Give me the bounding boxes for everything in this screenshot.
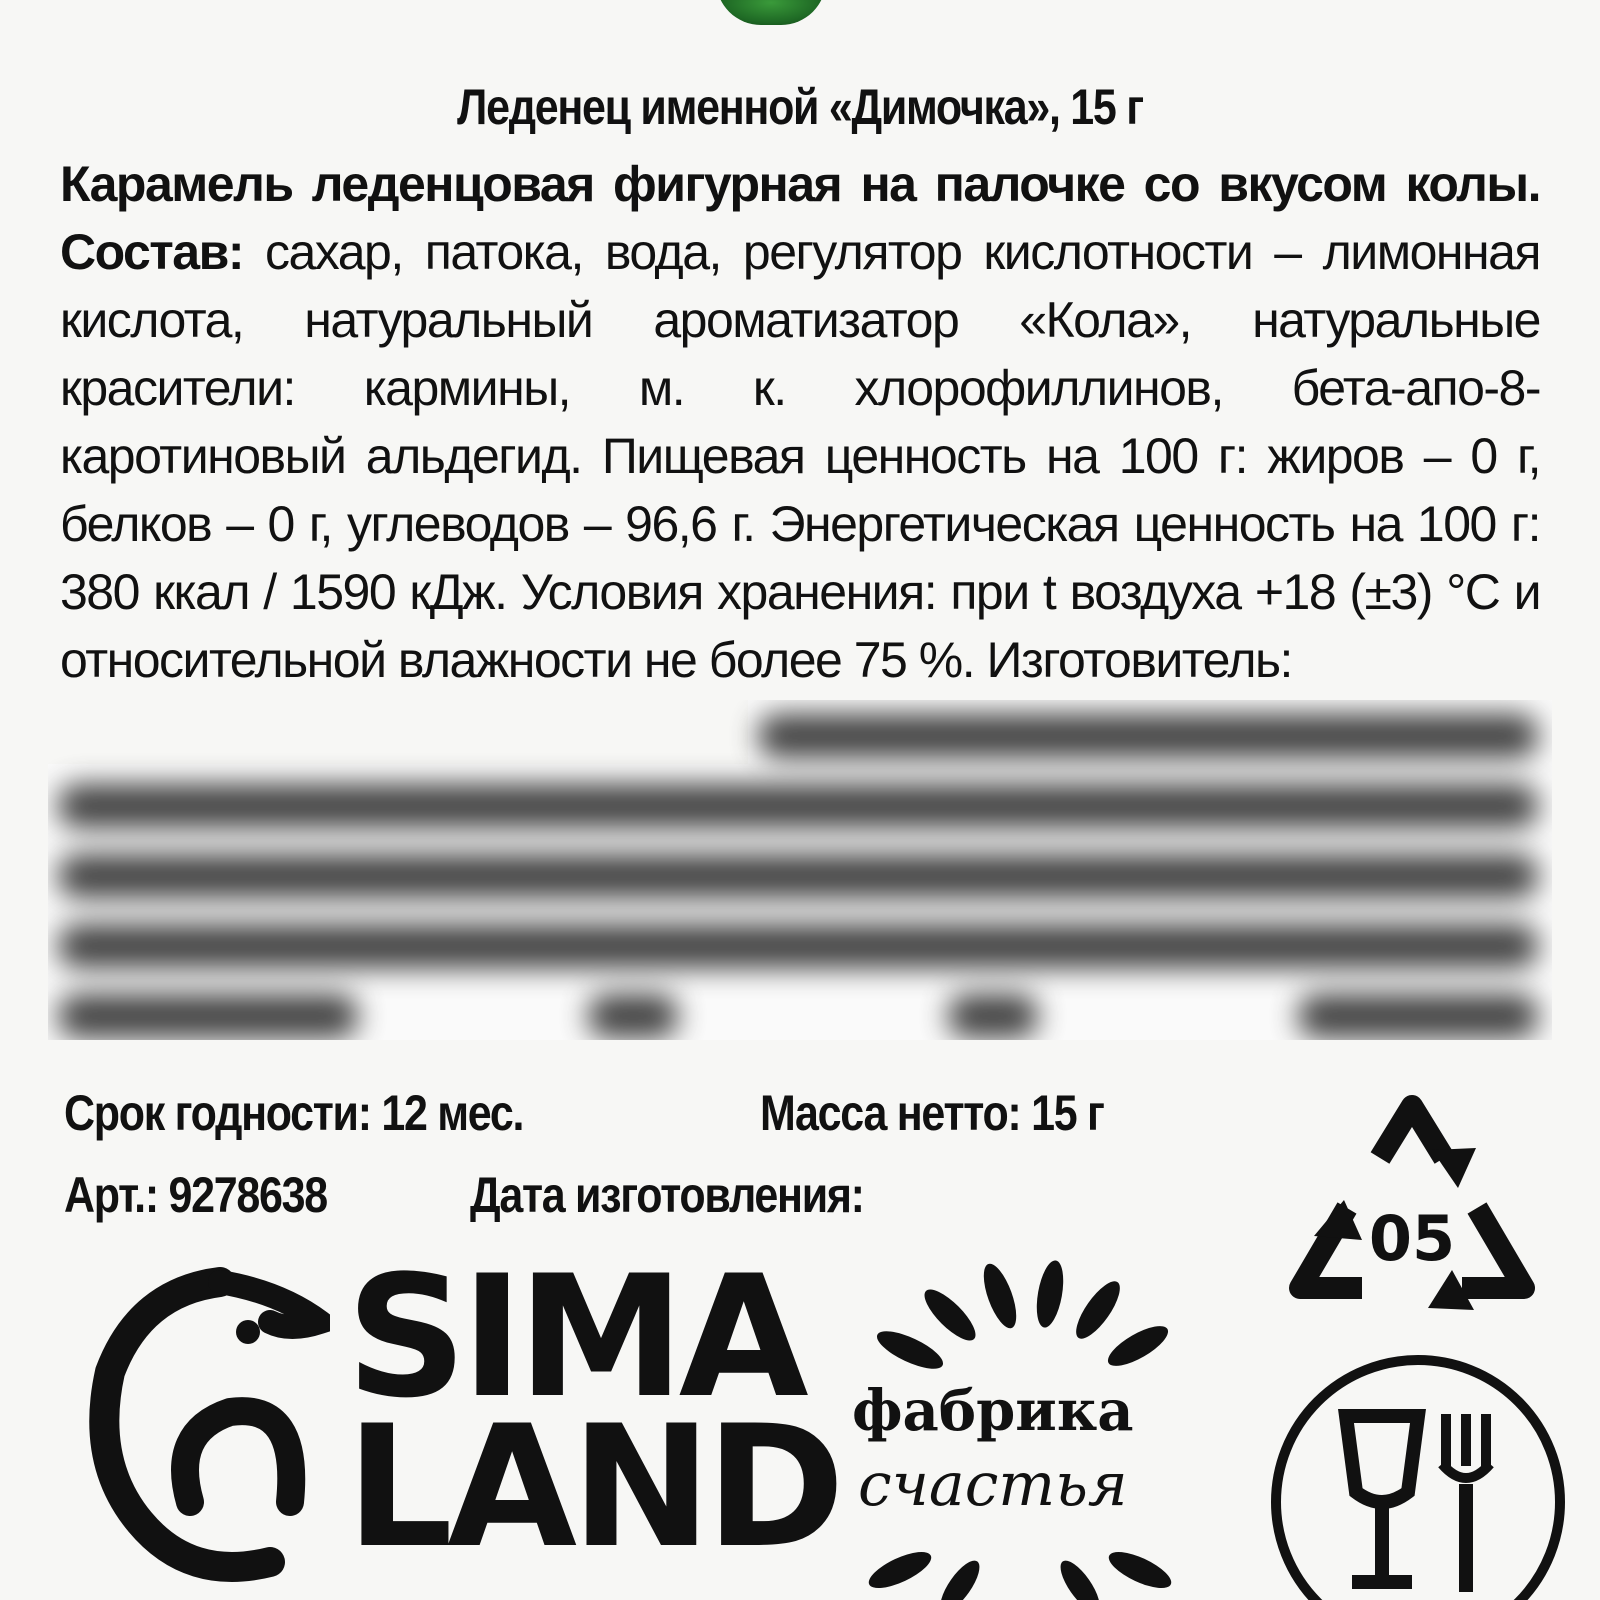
product-title: Леденец именной «Димочка», 15 г: [457, 79, 1143, 135]
shelf-life: Срок годности: 12 мес.: [64, 1085, 524, 1141]
factory-line-1: фабрика: [852, 1378, 1134, 1444]
food-safe-icon: [1268, 1352, 1568, 1600]
composition-bold: Карамель леденцовая фигурная на палочке со вкусом колы. Состав:: [60, 156, 1540, 280]
composition-rest: сахар, патока, вода, регулятор кислотности – лимонная кислота, натуральный ароматизатор «Кола», натуральные красители: кармины, м. к. хлорофиллинов, бета-апо-8-каротиновый альдегид. Пищевая ценность на 100 г: жиров – 0 г, белков – 0 г, углеводов – 96,6 г. Энергетическая ценность на 100 г: 380 ккал / 1590 кДж. Условия хранения: при t воздуха +18 (±3) °С и относительной влажности не более 75 %. Изготовитель:: [60, 224, 1540, 688]
redacted-line: [758, 714, 1538, 758]
redacted-line: [58, 994, 358, 1038]
net-weight: Масса нетто: 15 г: [760, 1085, 1104, 1141]
redacted-line: [948, 994, 1038, 1038]
recycle-icon: [1262, 1088, 1562, 1350]
recycle-code: 05: [1368, 1202, 1456, 1275]
manufacture-date: Дата изготовления:: [470, 1167, 864, 1223]
redacted-line: [588, 994, 678, 1038]
brand-line-2: LAND: [346, 1389, 840, 1585]
brand-line-1: SIMA: [346, 1239, 803, 1435]
redaction-gap: [48, 700, 748, 764]
sima-land-logo-icon: [70, 1262, 330, 1600]
redacted-line: [58, 854, 1538, 898]
factory-line-2: счастья: [858, 1450, 1128, 1520]
redacted-line: [58, 784, 1538, 828]
redacted-line: [1298, 994, 1538, 1038]
article-number: Арт.: 9278638: [64, 1167, 327, 1223]
product-stick-top: [716, 0, 826, 25]
redacted-line: [58, 924, 1538, 968]
redacted-manufacturer-block: [48, 700, 1552, 1040]
composition-text: [60, 150, 1540, 694]
